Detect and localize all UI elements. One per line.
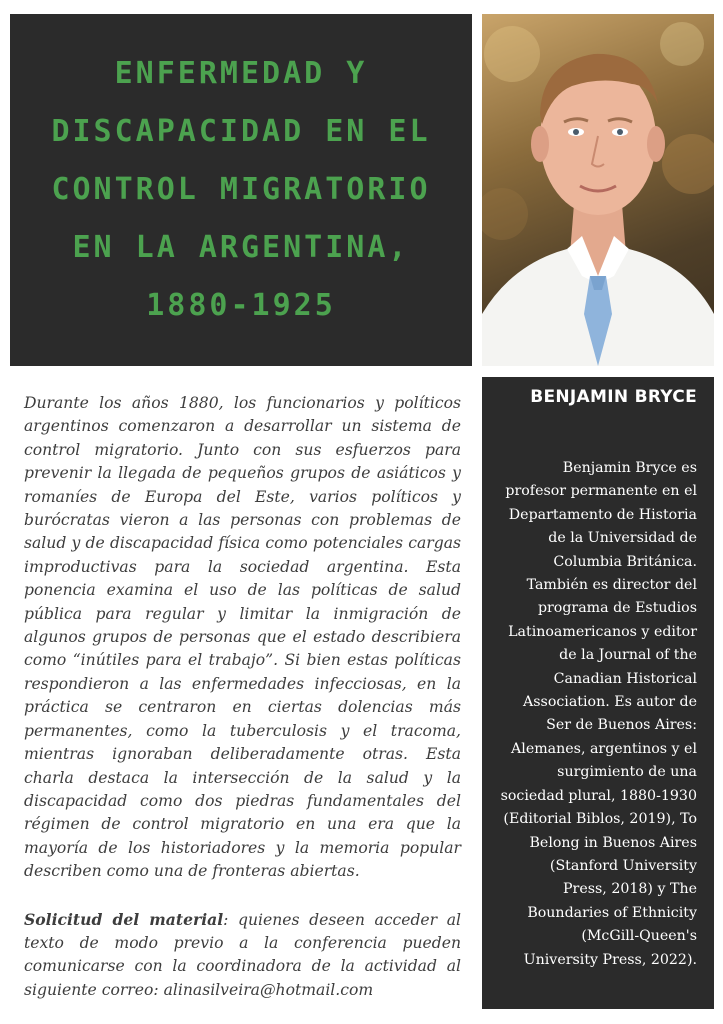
material-request (24, 908, 461, 1003)
bio-line: Association. Es autor de (523, 694, 697, 711)
bio-line: Belong in Buenos Aires (529, 834, 697, 851)
speaker-photo (482, 14, 714, 366)
bio-line: También es director del (526, 577, 697, 594)
speaker-bio-panel (482, 377, 714, 1009)
speaker-bio (497, 457, 697, 972)
title-panel (10, 14, 472, 366)
title-line: 1880-1925 (146, 288, 336, 323)
bio-line: Departamento de Historia (508, 506, 697, 523)
title-line: EN LA ARGENTINA, (72, 230, 410, 265)
bio-line: sociedad plural, 1880-1930 (500, 787, 697, 804)
bio-line: de la Journal of the (559, 647, 697, 664)
material-request-text: : quienes deseen acceder al texto de modo previo a la conferencia pueden comunicarse con la coordinadora de la actividad al siguiente correo: alinasilveira@hotmail.com (24, 910, 462, 999)
bio-line: Benjamin Bryce es (562, 460, 697, 476)
bio-line: surgimiento de una (557, 764, 697, 781)
bio-line: programa de Estudios (537, 600, 697, 617)
bio-line: Boundaries of Ethnicity (527, 904, 697, 921)
bio-line: Columbia Británica. (553, 553, 697, 570)
bio-line: (Editorial Biblos, 2019), To (503, 811, 697, 828)
bio-line: de la Universidad de (548, 530, 697, 547)
speaker-portrait-illustration (482, 14, 714, 366)
bio-line: Alemanes, argentinos y el (511, 740, 697, 757)
bio-line: Canadian Historical (553, 670, 697, 687)
bio-line: Press, 2018) y The (563, 881, 697, 898)
abstract-body: Durante los años 1880, los funcionarios y políticos argentinos comenzaron a desarrollar un sistema de control migratorio. Junto con sus esfuerzos para prevenir la llegada de pequeños grupos de asiáticos y romaníes de Europa del Este, varios políticos y burócratas vieron a las personas con problemas de salud y de discapacidad física como potenciales cargas improductivas para la sociedad argentina. Esta ponencia examina el uso de las políticas de salud pública para regular y limitar la inmigración de algunos grupos de personas que el estado describiera como “inútiles para el trabajo”. Si bien estas políticas respondieron a las enfermedades infecciosas, en la práctica se centraron en ciertas dolencias más permanentes, como la tuberculosis y el tracoma, mientras ignoraban deliberadamente otras. Esta charla destaca la intersección de la salud y la discapacidad como dos piedras fundamentales del régimen de control migratorio en una era que la mayoría de los historiadores y la memoria popular describen como una de fronteras abiertas. (24, 394, 461, 881)
title-line: CONTROL MIGRATORIO (51, 172, 431, 207)
title-line: ENFERMEDAD Y (114, 56, 368, 91)
bio-line: (Stanford University (549, 857, 697, 874)
title-line: DISCAPACIDAD EN EL (51, 114, 431, 149)
bio-line: Latinoamericanos y editor (508, 623, 697, 640)
speaker-name: BENJAMIN BRYCE (530, 387, 697, 407)
bio-line: profesor permanente en el (505, 483, 697, 500)
bio-line: Ser de Buenos Aires: (546, 717, 697, 734)
bio-line: University Press, 2022). (523, 951, 697, 968)
event-title (31, 45, 451, 335)
material-request-label: Solicitud del material (24, 909, 224, 929)
talk-abstract (24, 392, 461, 1002)
bio-line: (McGill-Queen's (581, 928, 697, 945)
